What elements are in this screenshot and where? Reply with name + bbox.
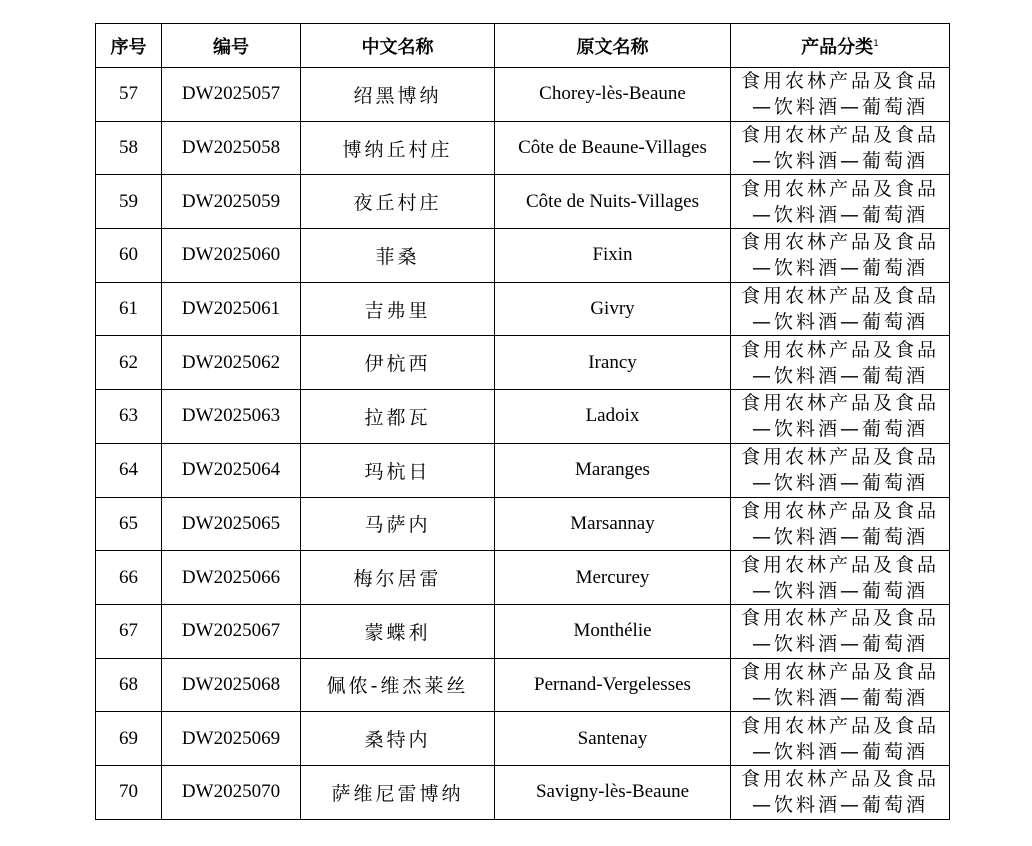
cell-code: DW2025058	[162, 121, 301, 175]
category-line-2: —饮料酒—葡萄酒	[751, 418, 928, 441]
category-line-2: —饮料酒—葡萄酒	[751, 203, 928, 226]
category-line-1: 食用农林产品及食品	[740, 285, 939, 308]
table-header	[96, 24, 950, 68]
category-line-1: 食用农林产品及食品	[740, 607, 939, 630]
cell-category	[731, 551, 950, 605]
footnote-marker: 1	[873, 38, 879, 49]
cell-no: 62	[96, 336, 162, 390]
cell-no: 70	[96, 765, 162, 819]
cell-orig-name: Ladoix	[495, 390, 731, 444]
header-code: 编号	[162, 24, 301, 68]
category-line-2: —饮料酒—葡萄酒	[751, 525, 928, 548]
table-row	[96, 443, 950, 497]
cell-zh-name: 拉都瓦	[301, 390, 495, 444]
cell-category	[731, 68, 950, 122]
cell-no: 64	[96, 443, 162, 497]
cell-zh-name: 桑特内	[301, 712, 495, 766]
cell-orig-name: Maranges	[495, 443, 731, 497]
cell-no: 68	[96, 658, 162, 712]
cell-category	[731, 390, 950, 444]
cell-code: DW2025060	[162, 229, 301, 283]
cell-orig-name: Pernand-Vergelesses	[495, 658, 731, 712]
cell-orig-name: Marsannay	[495, 497, 731, 551]
table-row	[96, 68, 950, 122]
cell-code: DW2025057	[162, 68, 301, 122]
table-row	[96, 712, 950, 766]
cell-orig-name: Irancy	[495, 336, 731, 390]
category-line-1: 食用农林产品及食品	[740, 231, 939, 254]
table-row	[96, 658, 950, 712]
cell-no: 58	[96, 121, 162, 175]
cell-zh-name: 伊杭西	[301, 336, 495, 390]
cell-orig-name: Côte de Nuits-Villages	[495, 175, 731, 229]
cell-zh-name: 梅尔居雷	[301, 551, 495, 605]
category-line-1: 食用农林产品及食品	[740, 714, 939, 737]
cell-orig-name: Chorey-lès-Beaune	[495, 68, 731, 122]
cell-no: 59	[96, 175, 162, 229]
header-category	[731, 24, 950, 68]
cell-zh-name: 绍黑博纳	[301, 68, 495, 122]
header-no: 序号	[96, 24, 162, 68]
cell-zh-name: 博纳丘村庄	[301, 121, 495, 175]
table-row	[96, 390, 950, 444]
category-line-1: 食用农林产品及食品	[740, 768, 939, 791]
cell-category	[731, 658, 950, 712]
header-orig-name: 原文名称	[495, 24, 731, 68]
cell-zh-name: 吉弗里	[301, 282, 495, 336]
category-line-2: —饮料酒—葡萄酒	[751, 364, 928, 387]
cell-category	[731, 229, 950, 283]
category-line-2: —饮料酒—葡萄酒	[751, 633, 928, 656]
category-line-2: —饮料酒—葡萄酒	[751, 472, 928, 495]
geographical-indication-table	[95, 23, 950, 820]
category-line-1: 食用农林产品及食品	[740, 499, 939, 522]
cell-category	[731, 712, 950, 766]
cell-zh-name: 菲桑	[301, 229, 495, 283]
cell-no: 69	[96, 712, 162, 766]
cell-no: 61	[96, 282, 162, 336]
table-row	[96, 229, 950, 283]
cell-category	[731, 282, 950, 336]
category-line-2: —饮料酒—葡萄酒	[751, 794, 928, 817]
category-line-2: —饮料酒—葡萄酒	[751, 686, 928, 709]
header-category-label: 产品分类	[801, 36, 874, 58]
cell-code: DW2025067	[162, 604, 301, 658]
category-line-2: —饮料酒—葡萄酒	[751, 150, 928, 173]
cell-orig-name: Monthélie	[495, 604, 731, 658]
cell-zh-name: 蒙蝶利	[301, 604, 495, 658]
cell-orig-name: Côte de Beaune-Villages	[495, 121, 731, 175]
cell-category	[731, 443, 950, 497]
cell-zh-name: 马萨内	[301, 497, 495, 551]
cell-code: DW2025064	[162, 443, 301, 497]
table-row	[96, 175, 950, 229]
category-line-1: 食用农林产品及食品	[740, 446, 939, 469]
cell-code: DW2025059	[162, 175, 301, 229]
cell-code: DW2025065	[162, 497, 301, 551]
cell-zh-name: 萨维尼雷博纳	[301, 765, 495, 819]
category-line-1: 食用农林产品及食品	[740, 553, 939, 576]
cell-code: DW2025069	[162, 712, 301, 766]
table-body	[96, 68, 950, 820]
cell-orig-name: Santenay	[495, 712, 731, 766]
cell-orig-name: Givry	[495, 282, 731, 336]
category-line-2: —饮料酒—葡萄酒	[751, 740, 928, 763]
table-row	[96, 604, 950, 658]
cell-no: 63	[96, 390, 162, 444]
cell-code: DW2025062	[162, 336, 301, 390]
cell-code: DW2025068	[162, 658, 301, 712]
cell-code: DW2025070	[162, 765, 301, 819]
cell-category	[731, 604, 950, 658]
cell-orig-name: Mercurey	[495, 551, 731, 605]
cell-code: DW2025061	[162, 282, 301, 336]
category-line-2: —饮料酒—葡萄酒	[751, 311, 928, 334]
category-line-2: —饮料酒—葡萄酒	[751, 96, 928, 119]
header-row	[96, 24, 950, 68]
cell-category	[731, 336, 950, 390]
category-line-1: 食用农林产品及食品	[740, 392, 939, 415]
cell-orig-name: Fixin	[495, 229, 731, 283]
category-line-1: 食用农林产品及食品	[740, 660, 939, 683]
cell-no: 57	[96, 68, 162, 122]
category-line-2: —饮料酒—葡萄酒	[751, 579, 928, 602]
table-row	[96, 497, 950, 551]
table-row	[96, 336, 950, 390]
category-line-1: 食用农林产品及食品	[740, 124, 939, 147]
category-line-2: —饮料酒—葡萄酒	[751, 257, 928, 280]
category-line-1: 食用农林产品及食品	[740, 338, 939, 361]
cell-zh-name: 佩侬-维杰莱丝	[301, 658, 495, 712]
cell-category	[731, 175, 950, 229]
table-row	[96, 282, 950, 336]
cell-no: 65	[96, 497, 162, 551]
category-line-1: 食用农林产品及食品	[740, 177, 939, 200]
cell-code: DW2025066	[162, 551, 301, 605]
cell-category	[731, 497, 950, 551]
table-row	[96, 121, 950, 175]
table-row	[96, 551, 950, 605]
cell-category	[731, 121, 950, 175]
cell-zh-name: 玛杭日	[301, 443, 495, 497]
cell-category	[731, 765, 950, 819]
cell-no: 67	[96, 604, 162, 658]
header-zh-name: 中文名称	[301, 24, 495, 68]
cell-orig-name: Savigny-lès-Beaune	[495, 765, 731, 819]
cell-code: DW2025063	[162, 390, 301, 444]
cell-no: 66	[96, 551, 162, 605]
table-row	[96, 765, 950, 819]
cell-no: 60	[96, 229, 162, 283]
cell-zh-name: 夜丘村庄	[301, 175, 495, 229]
category-line-1: 食用农林产品及食品	[740, 70, 939, 93]
